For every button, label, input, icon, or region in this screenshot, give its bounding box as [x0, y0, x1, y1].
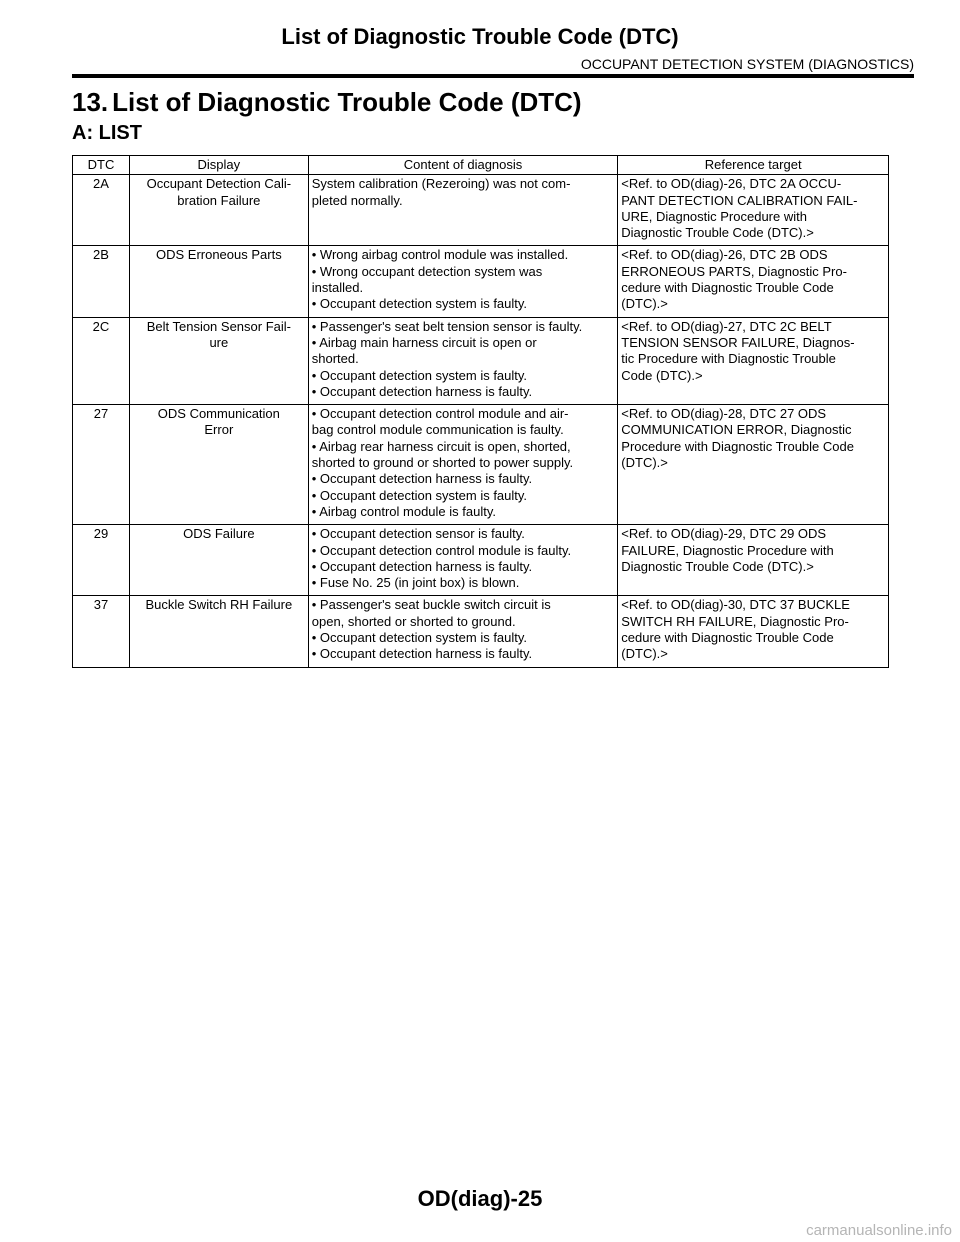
cell-display-line: Buckle Switch RH Failure — [145, 597, 293, 613]
cell-content-line: • Occupant detection control module is faulty. — [311, 542, 572, 558]
cell-content-line: shorted. — [311, 351, 359, 367]
cell-reference — [618, 596, 889, 667]
cell-content — [308, 525, 618, 596]
cell-dtc: 37 — [73, 596, 130, 667]
cell-content-line: pleted normally. — [311, 192, 403, 208]
cell-content-line: • Occupant detection harness is faulty. — [311, 383, 533, 399]
watermark: carmanualsonline.info — [806, 1222, 952, 1239]
page-header-subtitle: OCCUPANT DETECTION SYSTEM (DIAGNOSTICS) — [580, 56, 914, 72]
section-title-text: List of Diagnostic Trouble Code (DTC) — [112, 87, 582, 117]
cell-reference-line: TENSION SENSOR FAILURE, Diagnos- — [621, 334, 855, 350]
cell-content-line: • Occupant detection system is faulty. — [311, 630, 528, 646]
subsection-title: A: LIST — [72, 122, 142, 144]
cell-reference-line: cedure with Diagnostic Trouble Code — [621, 630, 834, 646]
column-header-display: Display — [129, 156, 308, 175]
cell-content-line: shorted to ground or shorted to power supply. — [311, 455, 574, 471]
cell-content-line: • Occupant detection harness is faulty. — [311, 558, 533, 574]
cell-display-line: ure — [209, 334, 229, 350]
cell-content-line: open, shorted or shorted to ground. — [311, 613, 516, 629]
cell-content — [308, 317, 618, 404]
cell-content-line: • Occupant detection sensor is faulty. — [311, 526, 525, 542]
cell-display-line: ODS Erroneous Parts — [155, 247, 282, 263]
table-row — [73, 246, 889, 317]
cell-content-line: bag control module communication is faulty. — [311, 422, 564, 438]
cell-reference-line: tic Procedure with Diagnostic Trouble — [621, 351, 836, 367]
column-header-content: Content of diagnosis — [308, 156, 618, 175]
cell-reference-line: <Ref. to OD(diag)-29, DTC 29 ODS — [621, 526, 827, 542]
cell-display — [129, 246, 308, 317]
cell-reference-line: Code (DTC).> — [621, 367, 703, 383]
cell-reference-line: SWITCH RH FAILURE, Diagnostic Pro- — [621, 613, 849, 629]
cell-display — [129, 596, 308, 667]
cell-display-line: Belt Tension Sensor Fail- — [146, 318, 291, 334]
cell-reference-line: Procedure with Diagnostic Trouble Code — [621, 438, 854, 454]
cell-dtc: 29 — [73, 525, 130, 596]
cell-reference — [618, 175, 889, 246]
page-header-title: List of Diagnostic Trouble Code (DTC) — [281, 24, 679, 49]
cell-reference-line: PANT DETECTION CALIBRATION FAIL- — [621, 192, 858, 208]
cell-dtc: 2C — [73, 317, 130, 404]
cell-reference-line: <Ref. to OD(diag)-30, DTC 37 BUCKLE — [621, 597, 850, 613]
cell-display-line: Occupant Detection Cali- — [146, 176, 292, 192]
table-row — [73, 175, 889, 246]
cell-content-line: • Occupant detection harness is faulty. — [311, 471, 533, 487]
cell-display-line: ODS Failure — [183, 526, 255, 542]
dtc-table — [72, 155, 889, 668]
cell-reference-line: cedure with Diagnostic Trouble Code — [621, 280, 834, 296]
cell-reference-line: <Ref. to OD(diag)-27, DTC 2C BELT — [621, 318, 832, 334]
table-row — [73, 525, 889, 596]
cell-dtc: 2A — [73, 175, 130, 246]
cell-content-line: • Occupant detection system is faulty. — [311, 367, 528, 383]
cell-reference-line: COMMUNICATION ERROR, Diagnostic — [621, 422, 852, 438]
cell-content-line: • Occupant detection system is faulty. — [311, 296, 528, 312]
cell-reference-line: Diagnostic Trouble Code (DTC).> — [621, 225, 814, 241]
cell-content-line: • Fuse No. 25 (in joint box) is blown. — [311, 575, 520, 591]
cell-display-line: bration Failure — [177, 192, 261, 208]
cell-reference-line: Diagnostic Trouble Code (DTC).> — [621, 558, 814, 574]
table-row — [73, 405, 889, 525]
cell-display — [129, 317, 308, 404]
table-header-row — [73, 156, 889, 175]
cell-display — [129, 175, 308, 246]
dtc-table-body — [73, 175, 889, 667]
cell-reference-line: (DTC).> — [621, 455, 668, 471]
cell-content-line: • Wrong airbag control module was installed. — [311, 247, 569, 263]
cell-reference-line: <Ref. to OD(diag)-26, DTC 2A OCCU- — [621, 176, 842, 192]
cell-content-line: • Airbag main harness circuit is open or — [311, 334, 537, 350]
cell-display-line: Error — [204, 422, 234, 438]
cell-reference-line: (DTC).> — [621, 646, 668, 662]
cell-content-line: • Passenger's seat belt tension sensor is faulty. — [311, 318, 583, 334]
cell-reference-line: <Ref. to OD(diag)-26, DTC 2B ODS — [621, 247, 828, 263]
cell-content-line: System calibration (Rezeroing) was not com- — [311, 176, 571, 192]
cell-display — [129, 525, 308, 596]
cell-dtc: 2B — [73, 246, 130, 317]
column-header-reference: Reference target — [618, 156, 889, 175]
cell-content — [308, 596, 618, 667]
cell-content — [308, 246, 618, 317]
cell-content-line: • Airbag control module is faulty. — [311, 503, 496, 519]
cell-reference-line: <Ref. to OD(diag)-28, DTC 27 ODS — [621, 406, 827, 422]
column-header-dtc: DTC — [73, 156, 130, 175]
cell-reference — [618, 317, 889, 404]
cell-reference — [618, 525, 889, 596]
cell-content — [308, 175, 618, 246]
cell-reference-line: FAILURE, Diagnostic Procedure with — [621, 542, 834, 558]
page-number: OD(diag)-25 — [417, 1186, 543, 1211]
cell-content-line: • Wrong occupant detection system was — [311, 263, 543, 279]
cell-content-line: • Airbag rear harness circuit is open, shorted, — [311, 438, 571, 454]
cell-reference-line: (DTC).> — [621, 296, 668, 312]
cell-content-line: • Occupant detection control module and air- — [311, 406, 569, 422]
cell-dtc: 27 — [73, 405, 130, 525]
cell-reference — [618, 405, 889, 525]
table-row — [73, 596, 889, 667]
cell-content-line: • Occupant detection harness is faulty. — [311, 646, 533, 662]
table-row — [73, 317, 889, 404]
cell-content-line: installed. — [311, 280, 364, 296]
header-divider — [72, 74, 914, 78]
cell-content-line: • Passenger's seat buckle switch circuit is — [311, 597, 551, 613]
cell-reference — [618, 246, 889, 317]
section-number: 13. — [72, 87, 109, 117]
cell-reference-line: ERRONEOUS PARTS, Diagnostic Pro- — [621, 263, 847, 279]
cell-reference-line: URE, Diagnostic Procedure with — [621, 208, 807, 224]
section-title — [72, 86, 582, 118]
cell-display-line: ODS Communication — [157, 406, 280, 422]
cell-content-line: • Occupant detection system is faulty. — [311, 487, 528, 503]
cell-content — [308, 405, 618, 525]
cell-display — [129, 405, 308, 525]
